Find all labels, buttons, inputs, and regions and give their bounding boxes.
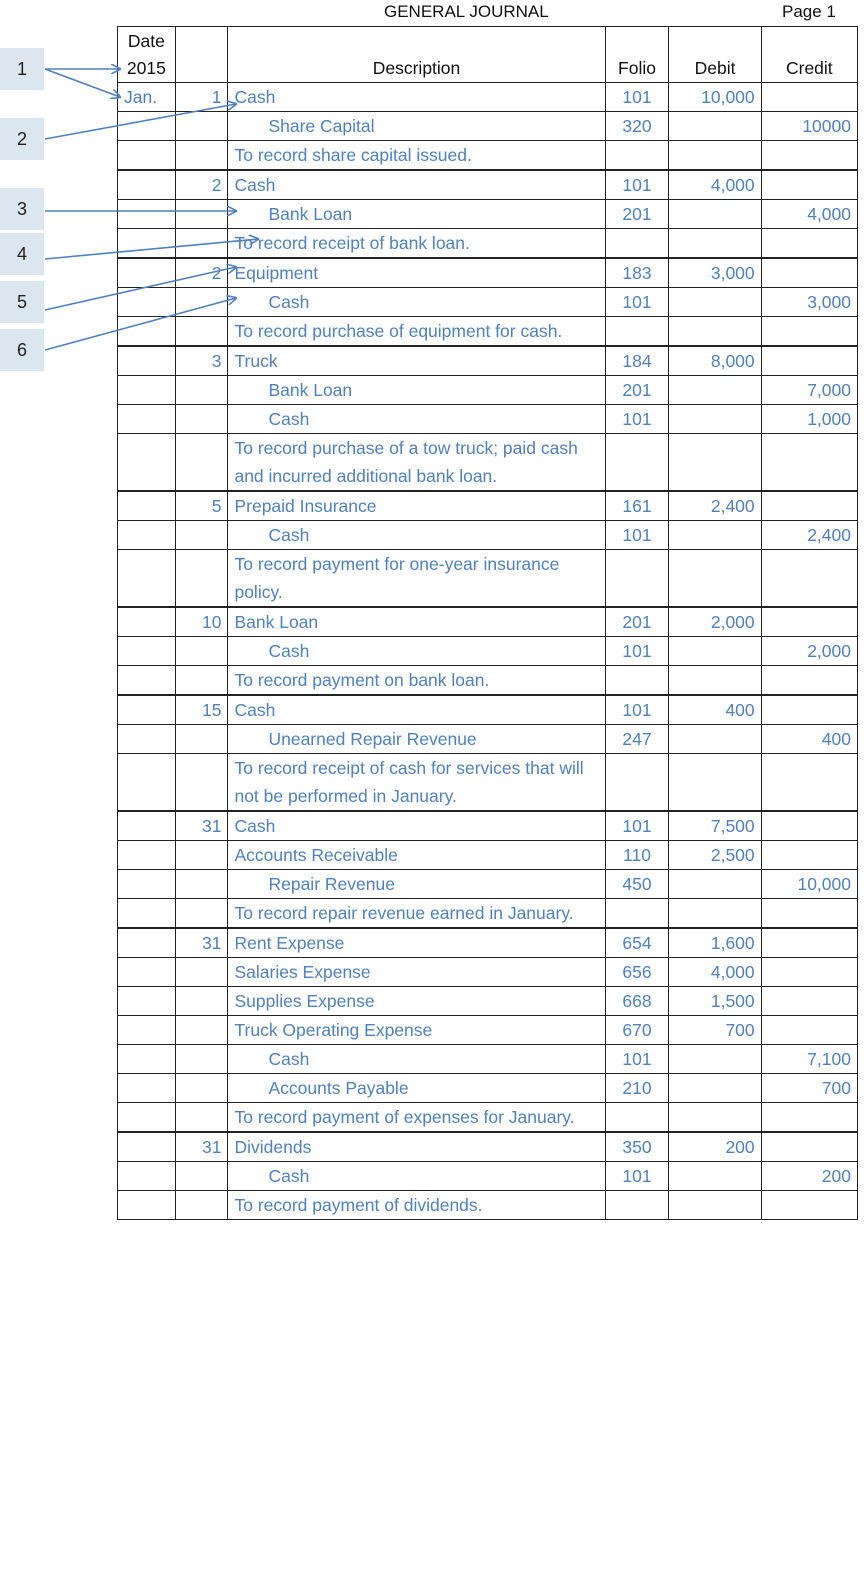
date-month-cell [118, 229, 176, 258]
folio-cell [605, 666, 669, 695]
folio-cell: 101 [605, 1162, 669, 1191]
description-cell: To record payment of expenses for January. [228, 1103, 605, 1132]
description-cell: Cash [228, 83, 605, 112]
debit-cell [669, 550, 761, 607]
credit-cell [761, 259, 857, 288]
journal-row [118, 1074, 858, 1103]
date-month-cell [118, 405, 176, 434]
journal-row [118, 1133, 858, 1162]
journal-row [118, 608, 858, 637]
journal-row [118, 200, 858, 229]
journal-row [118, 376, 858, 405]
folio-cell [605, 229, 669, 258]
date-day-cell [175, 841, 228, 870]
debit-cell [669, 434, 761, 491]
debit-cell [669, 637, 761, 666]
date-month-cell [118, 171, 176, 200]
description-cell: To record receipt of bank loan. [228, 229, 605, 258]
date-month-cell [118, 1016, 176, 1045]
credit-cell: 2,400 [761, 521, 857, 550]
date-month-cell [118, 141, 176, 170]
debit-cell [669, 200, 761, 229]
credit-cell [761, 1191, 857, 1220]
date-month-cell: Jan. [118, 83, 176, 112]
date-day-cell: 5 [175, 492, 228, 521]
date-month-cell [118, 929, 176, 958]
description-cell: To record payment on bank loan. [228, 666, 605, 695]
journal-row [118, 637, 858, 666]
date-day-cell: 3 [175, 347, 228, 376]
date-day-cell [175, 141, 228, 170]
debit-cell [669, 141, 761, 170]
debit-cell: 3,000 [669, 259, 761, 288]
journal-row [118, 987, 858, 1016]
date-day-cell [175, 200, 228, 229]
debit-cell [669, 1103, 761, 1132]
debit-cell [669, 1045, 761, 1074]
description-cell: Dividends [228, 1133, 605, 1162]
credit-cell: 7,100 [761, 1045, 857, 1074]
journal-row [118, 754, 858, 811]
folio-cell: 201 [605, 608, 669, 637]
debit-header: Debit [669, 27, 761, 83]
credit-cell [761, 317, 857, 346]
folio-header: Folio [605, 27, 669, 83]
date-month-cell [118, 376, 176, 405]
date-day-cell [175, 317, 228, 346]
debit-cell: 1,600 [669, 929, 761, 958]
date-day-cell [175, 987, 228, 1016]
date-day-cell [175, 521, 228, 550]
journal-row [118, 1191, 858, 1220]
date-month-cell [118, 870, 176, 899]
folio-cell: 184 [605, 347, 669, 376]
debit-cell [669, 112, 761, 141]
debit-cell: 7,500 [669, 812, 761, 841]
date-day-cell [175, 1162, 228, 1191]
journal-row [118, 288, 858, 317]
debit-cell: 2,400 [669, 492, 761, 521]
credit-cell: 400 [761, 725, 857, 754]
date-month-cell [118, 696, 176, 725]
credit-cell [761, 608, 857, 637]
date-month-cell [118, 1103, 176, 1132]
description-cell: Share Capital [228, 112, 605, 141]
debit-cell [669, 870, 761, 899]
description-cell: Cash [228, 405, 605, 434]
folio-cell: 101 [605, 288, 669, 317]
date-day-cell [175, 405, 228, 434]
description-cell: To record share capital issued. [228, 141, 605, 170]
date-header [118, 27, 176, 83]
date-day-cell: 31 [175, 1133, 228, 1162]
date-month-cell [118, 259, 176, 288]
date-month-cell [118, 666, 176, 695]
journal-row [118, 317, 858, 346]
date-month-cell [118, 1191, 176, 1220]
folio-cell [605, 317, 669, 346]
date-month-cell [118, 754, 176, 811]
date-month-cell [118, 1133, 176, 1162]
debit-cell [669, 1191, 761, 1220]
date-day-cell [175, 288, 228, 317]
folio-cell [605, 1103, 669, 1132]
folio-cell: 101 [605, 696, 669, 725]
debit-cell [669, 521, 761, 550]
credit-cell [761, 434, 857, 491]
date-day-cell: 10 [175, 608, 228, 637]
year-label: 2015 [126, 58, 166, 78]
date-month-cell [118, 288, 176, 317]
description-cell: Truck Operating Expense [228, 1016, 605, 1045]
date-day-cell [175, 1191, 228, 1220]
credit-cell: 10000 [761, 112, 857, 141]
description-cell: Cash [228, 637, 605, 666]
debit-cell [669, 1162, 761, 1191]
description-cell: Accounts Receivable [228, 841, 605, 870]
description-cell: Prepaid Insurance [228, 492, 605, 521]
description-cell: To record payment for one-year insurance policy. [228, 550, 605, 607]
callout-4: 4 [0, 233, 44, 275]
credit-cell [761, 550, 857, 607]
date-month-cell [118, 347, 176, 376]
date-month-cell [118, 550, 176, 607]
credit-cell [761, 229, 857, 258]
journal-row [118, 347, 858, 376]
journal-row [118, 841, 858, 870]
credit-cell [761, 929, 857, 958]
header-row [118, 27, 858, 83]
description-cell: To record repair revenue earned in January. [228, 899, 605, 928]
credit-cell: 2,000 [761, 637, 857, 666]
date-day-cell: 2 [175, 259, 228, 288]
date-day-cell: 15 [175, 696, 228, 725]
description-cell: To record purchase of equipment for cash. [228, 317, 605, 346]
day-header [175, 27, 228, 83]
journal-row [118, 1162, 858, 1191]
credit-cell [761, 841, 857, 870]
credit-cell [761, 141, 857, 170]
date-month-cell [118, 812, 176, 841]
folio-cell: 656 [605, 958, 669, 987]
credit-cell [761, 492, 857, 521]
date-day-cell [175, 870, 228, 899]
general-journal-table [117, 26, 858, 1220]
folio-cell: 654 [605, 929, 669, 958]
folio-cell: 183 [605, 259, 669, 288]
credit-header: Credit [761, 27, 857, 83]
description-cell: Accounts Payable [228, 1074, 605, 1103]
journal-row [118, 1103, 858, 1132]
date-month-cell [118, 899, 176, 928]
debit-cell [669, 317, 761, 346]
credit-cell: 700 [761, 1074, 857, 1103]
folio-cell: 201 [605, 376, 669, 405]
journal-row [118, 1045, 858, 1074]
description-cell: Cash [228, 1162, 605, 1191]
journal-row [118, 812, 858, 841]
date-month-cell [118, 608, 176, 637]
date-month-cell [118, 637, 176, 666]
callout-1: 1 [0, 48, 44, 90]
description-cell: Cash [228, 521, 605, 550]
callout-3: 3 [0, 188, 44, 230]
folio-cell: 101 [605, 812, 669, 841]
description-cell: To record purchase of a tow truck; paid cash and incurred additional bank loan. [228, 434, 605, 491]
journal-row [118, 112, 858, 141]
date-day-cell: 1 [175, 83, 228, 112]
folio-cell: 101 [605, 637, 669, 666]
date-month-cell [118, 200, 176, 229]
debit-cell [669, 288, 761, 317]
credit-cell: 200 [761, 1162, 857, 1191]
debit-cell: 700 [669, 1016, 761, 1045]
debit-cell [669, 405, 761, 434]
debit-cell: 2,500 [669, 841, 761, 870]
debit-cell: 4,000 [669, 958, 761, 987]
credit-cell [761, 1133, 857, 1162]
credit-cell [761, 812, 857, 841]
date-month-cell [118, 725, 176, 754]
description-cell: Bank Loan [228, 200, 605, 229]
debit-cell: 8,000 [669, 347, 761, 376]
description-cell: To record receipt of cash for services that will not be performed in January. [228, 754, 605, 811]
date-month-cell [118, 521, 176, 550]
credit-cell [761, 666, 857, 695]
folio-cell: 247 [605, 725, 669, 754]
folio-cell: 450 [605, 870, 669, 899]
credit-cell [761, 754, 857, 811]
date-day-cell: 2 [175, 171, 228, 200]
journal-row [118, 405, 858, 434]
folio-cell: 201 [605, 200, 669, 229]
date-day-cell [175, 1045, 228, 1074]
journal-row [118, 229, 858, 258]
journal-row [118, 550, 858, 607]
folio-cell [605, 754, 669, 811]
date-day-cell [175, 899, 228, 928]
folio-cell: 320 [605, 112, 669, 141]
credit-cell: 4,000 [761, 200, 857, 229]
journal-row [118, 696, 858, 725]
folio-cell: 350 [605, 1133, 669, 1162]
debit-cell [669, 899, 761, 928]
folio-cell: 110 [605, 841, 669, 870]
debit-cell [669, 725, 761, 754]
journal-row [118, 929, 858, 958]
debit-cell [669, 666, 761, 695]
journal-row [118, 1016, 858, 1045]
folio-cell: 161 [605, 492, 669, 521]
arrow-1-to-month [45, 69, 120, 97]
journal-row [118, 725, 858, 754]
credit-cell [761, 347, 857, 376]
folio-cell: 101 [605, 83, 669, 112]
description-cell: Rent Expense [228, 929, 605, 958]
debit-cell: 4,000 [669, 171, 761, 200]
credit-cell [761, 958, 857, 987]
debit-cell: 200 [669, 1133, 761, 1162]
debit-cell: 1,500 [669, 987, 761, 1016]
journal-row [118, 171, 858, 200]
journal-row [118, 899, 858, 928]
credit-cell: 7,000 [761, 376, 857, 405]
debit-cell: 400 [669, 696, 761, 725]
journal-row [118, 521, 858, 550]
journal-title: GENERAL JOURNAL [384, 2, 549, 21]
folio-cell: 101 [605, 171, 669, 200]
description-cell: Cash [228, 171, 605, 200]
date-day-cell [175, 112, 228, 141]
journal-row [118, 141, 858, 170]
credit-cell [761, 171, 857, 200]
journal-row [118, 259, 858, 288]
date-label: Date [127, 31, 165, 51]
date-day-cell [175, 550, 228, 607]
description-cell: To record payment of dividends. [228, 1191, 605, 1220]
date-day-cell [175, 754, 228, 811]
description-header: Description [228, 27, 605, 83]
folio-cell: 101 [605, 521, 669, 550]
folio-cell: 668 [605, 987, 669, 1016]
description-cell: Cash [228, 696, 605, 725]
credit-cell: 10,000 [761, 870, 857, 899]
debit-cell [669, 376, 761, 405]
journal-row [118, 870, 858, 899]
description-cell: Bank Loan [228, 608, 605, 637]
folio-cell: 101 [605, 1045, 669, 1074]
callout-6: 6 [0, 329, 44, 371]
description-cell: Cash [228, 812, 605, 841]
description-cell: Cash [228, 1045, 605, 1074]
description-cell: Supplies Expense [228, 987, 605, 1016]
journal-row [118, 958, 858, 987]
credit-cell: 3,000 [761, 288, 857, 317]
date-day-cell [175, 1016, 228, 1045]
date-day-cell [175, 666, 228, 695]
credit-cell: 1,000 [761, 405, 857, 434]
debit-cell [669, 229, 761, 258]
page-number: Page 1 [782, 2, 836, 21]
debit-cell [669, 754, 761, 811]
debit-cell: 2,000 [669, 608, 761, 637]
folio-cell [605, 550, 669, 607]
date-month-cell [118, 112, 176, 141]
date-month-cell [118, 987, 176, 1016]
date-day-cell: 31 [175, 929, 228, 958]
folio-cell [605, 899, 669, 928]
debit-cell [669, 1074, 761, 1103]
callout-5: 5 [0, 281, 44, 323]
description-cell: Salaries Expense [228, 958, 605, 987]
journal-row [118, 666, 858, 695]
credit-cell [761, 1103, 857, 1132]
description-cell: Truck [228, 347, 605, 376]
folio-cell: 210 [605, 1074, 669, 1103]
date-day-cell [175, 725, 228, 754]
folio-cell: 670 [605, 1016, 669, 1045]
description-cell: Bank Loan [228, 376, 605, 405]
date-month-cell [118, 317, 176, 346]
date-day-cell [175, 229, 228, 258]
journal-row [118, 492, 858, 521]
date-day-cell [175, 1074, 228, 1103]
date-month-cell [118, 1074, 176, 1103]
date-month-cell [118, 1162, 176, 1191]
description-cell: Cash [228, 288, 605, 317]
folio-cell: 101 [605, 405, 669, 434]
folio-cell [605, 141, 669, 170]
date-month-cell [118, 841, 176, 870]
debit-cell: 10,000 [669, 83, 761, 112]
credit-cell [761, 1016, 857, 1045]
date-day-cell [175, 434, 228, 491]
callout-2: 2 [0, 118, 44, 160]
description-cell: Repair Revenue [228, 870, 605, 899]
date-month-cell [118, 958, 176, 987]
credit-cell [761, 83, 857, 112]
journal-row [118, 83, 858, 112]
folio-cell [605, 1191, 669, 1220]
date-month-cell [118, 1045, 176, 1074]
date-day-cell [175, 637, 228, 666]
date-day-cell [175, 376, 228, 405]
date-month-cell [118, 434, 176, 491]
date-month-cell [118, 492, 176, 521]
description-cell: Equipment [228, 259, 605, 288]
journal-row [118, 434, 858, 491]
date-day-cell [175, 958, 228, 987]
credit-cell [761, 987, 857, 1016]
credit-cell [761, 899, 857, 928]
folio-cell [605, 434, 669, 491]
description-cell: Unearned Repair Revenue [228, 725, 605, 754]
credit-cell [761, 696, 857, 725]
date-day-cell [175, 1103, 228, 1132]
date-day-cell: 31 [175, 812, 228, 841]
